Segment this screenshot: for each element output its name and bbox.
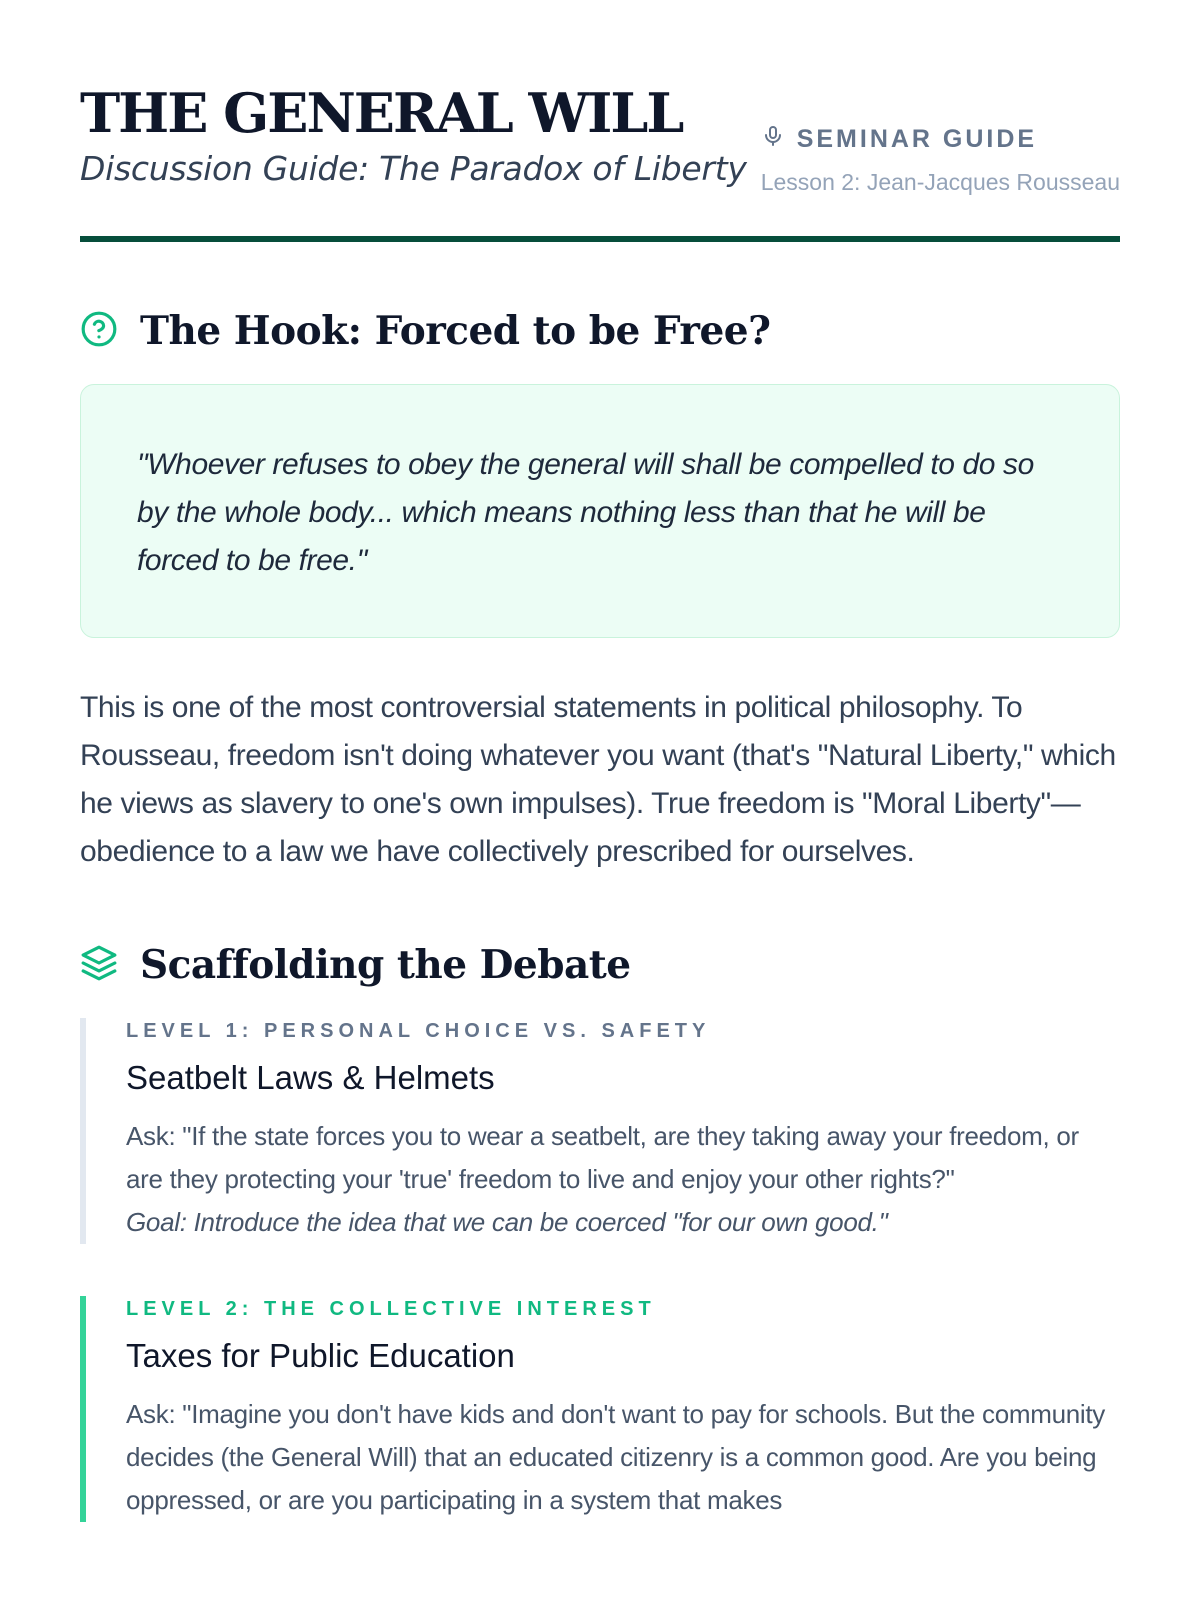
- hook-section: [80, 308, 1120, 876]
- microphone-icon: [761, 124, 785, 155]
- level-title: Seatbelt Laws & Helmets: [126, 1059, 495, 1096]
- level-card: [80, 1296, 1120, 1522]
- title-block: [80, 81, 747, 189]
- scaffold-section: [80, 942, 1120, 1522]
- level-ask: Ask: "If the state forces you to wear a seatbelt, are they taking away your freedom, or are they protecting your 'true' freedom to live and enjoy your other rights?": [126, 1121, 1079, 1194]
- lesson-label: Lesson 2: Jean-Jacques Rousseau: [760, 169, 1120, 195]
- rousseau-quote: "Whoever refuses to obey the general will shall be compelled to do so by the whole body... which means nothing less than that he will be forced to be free.": [80, 384, 1120, 638]
- section-heading: [80, 942, 1120, 988]
- seminar-badge-label: SEMINAR GUIDE: [796, 125, 1038, 153]
- level-title: Taxes for Public Education: [126, 1337, 515, 1374]
- hook-body-text: This is one of the most controversial statements in political philosophy. To Rousseau, freedom isn't doing whatever you want (that's "Natural Liberty," which he views as slavery to one's own impulses). True freedom is "Moral Liberty"—obedience to a law we have collectively prescribed for ourselves.: [80, 691, 1116, 868]
- section-heading: [80, 308, 1120, 354]
- level-goal: Goal: Introduce the idea that we can be coerced "for our own good.": [126, 1207, 888, 1237]
- level-ask: Ask: "Imagine you don't have kids and don't want to pay for schools. But the community decides (the General Will) that an educated citizenry is a common good. Are you being oppressed, or are you participating in a system that makes: [126, 1399, 1106, 1515]
- page-header: [80, 81, 1120, 242]
- page-subtitle: Discussion Guide: The Paradox of Liberty: [80, 149, 747, 189]
- level-label: LEVEL 1: PERSONAL CHOICE VS. SAFETY: [126, 1020, 711, 1042]
- level-label: LEVEL 2: THE COLLECTIVE INTEREST: [126, 1298, 656, 1320]
- page-title: THE GENERAL WILL: [80, 81, 683, 145]
- level-card: [80, 1018, 1120, 1244]
- guide-meta: [761, 84, 1120, 196]
- question-circle-icon: [80, 310, 118, 353]
- section-title: Scaffolding the Debate: [140, 942, 631, 988]
- layers-icon: [80, 944, 118, 987]
- seminar-badge: [761, 124, 1120, 155]
- section-title: The Hook: Forced to be Free?: [140, 308, 771, 354]
